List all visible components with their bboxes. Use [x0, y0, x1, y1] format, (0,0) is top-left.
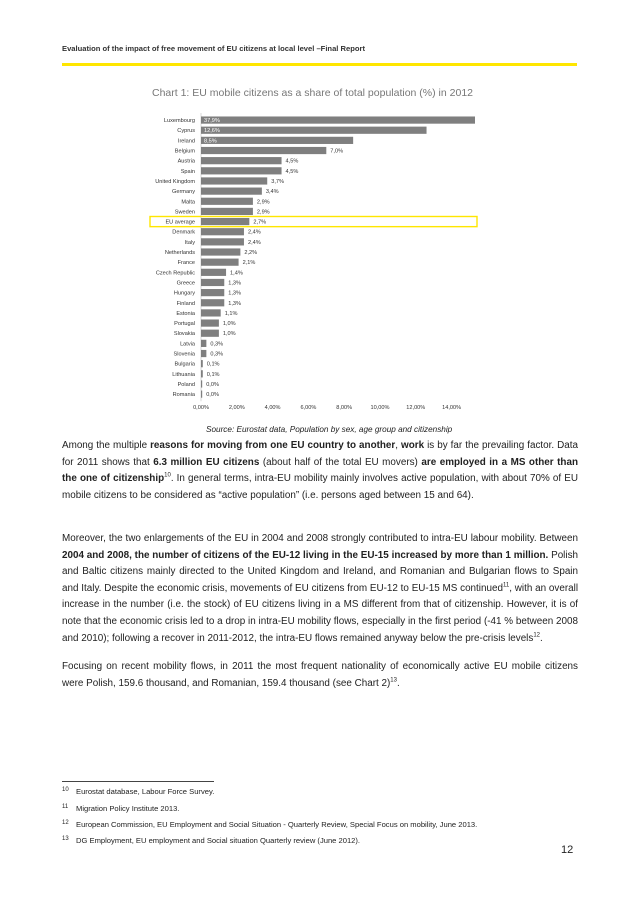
bar-romania [201, 391, 202, 398]
value-label-austria: 4,5% [285, 158, 299, 165]
category-label-malta: Malta [181, 199, 195, 206]
page-number: 12 [561, 844, 574, 856]
category-label-italy: Italy [184, 239, 195, 246]
footnote-13: 13 DG Employment, EU employment and Social situation Quarterly review (June 2012). [62, 836, 361, 845]
value-label-finland: 1,3% [228, 300, 242, 307]
value-label-ireland: 8,5% [204, 138, 217, 145]
chart-source: Source: Eurostat data, Population by sex, age group and citizenship [206, 425, 453, 434]
category-label-eu-average: EU average [165, 219, 195, 226]
value-label-germany: 3,4% [265, 189, 279, 196]
bar-czech-republic [201, 269, 226, 276]
value-label-spain: 4,5% [285, 168, 299, 175]
footnote-separator [62, 781, 214, 782]
category-label-slovenia: Slovenia [173, 351, 195, 358]
bar-slovenia [201, 350, 206, 357]
bar-lithuania [201, 370, 203, 377]
category-label-ireland: Ireland [177, 138, 195, 145]
bar-eu-average [201, 218, 249, 225]
bar-bulgaria [201, 360, 203, 367]
paragraph-1: Among the multiple reasons for moving from one EU country to another, work is by far the prevailing factor. Data for 2011 shows that 6.3 million EU citizens (about half of the total EU movers) are employed in a MS other than the one of citizenship$^{10}$. In general terms, intra-EU mobility mainly involves active population, with about 70% of EU mobile citizens to be considered as “active population” (i.e. persons aged between 15 and 64). [62, 440, 578, 501]
value-label-malta: 2,9% [256, 199, 270, 206]
value-label-united-kingdom: 3,7% [271, 178, 284, 185]
category-label-spain: Spain [180, 168, 195, 175]
category-label-cyprus: Cyprus [177, 128, 195, 135]
value-label-romania: 0,0% [206, 392, 219, 399]
value-label-france: 2,1% [242, 260, 256, 267]
bar-greece [201, 279, 224, 286]
x-tick-label-0: 0,00% [193, 405, 209, 411]
category-label-denmark: Denmark [172, 229, 195, 236]
footnote-11: 11 Migration Policy Institute 2013. [62, 804, 180, 813]
value-label-netherlands: 2,2% [244, 250, 258, 257]
value-label-sweden: 2,9% [256, 209, 270, 216]
bar-denmark [201, 228, 244, 235]
x-tick-label-4: 8,00% [336, 405, 353, 411]
value-label-italy: 2,4% [247, 239, 261, 246]
bar-germany [201, 188, 262, 195]
bar-latvia [201, 340, 206, 347]
value-label-luxembourg: 37,9% [204, 118, 220, 125]
x-tick-label-6: 12,00% [406, 405, 426, 411]
bar-italy [201, 238, 244, 245]
running-header: Evaluation of the impact of free movement of EU citizens at local level –Final Report [62, 44, 365, 53]
value-label-poland: 0,0% [206, 381, 219, 388]
bar-poland [201, 380, 202, 387]
bar-malta [201, 198, 253, 205]
category-label-sweden: Sweden [174, 209, 195, 216]
category-label-lithuania: Lithuania [172, 371, 195, 378]
category-label-portugal: Portugal [174, 321, 195, 328]
value-label-estonia: 1,1% [224, 310, 238, 317]
category-label-netherlands: Netherlands [164, 250, 195, 257]
bar-hungary [201, 289, 224, 296]
paragraph-2: Moreover, the two enlargements of the EU in 2004 and 2008 strongly contributed to intra-EU labour mobility. Between 2004 and 2008, the number of citizens of the EU-12 living in the EU-15 increased by more than 1 million. Polish and Baltic citizens mainly directed to the United Kingdom and Ireland, and Romanian and Bulgarian flows to Spain and Italy. Despite the economic crisis, movements of EU citizens from EU-12 to EU-15 MS continued$^{11}$, with an overall increase in the number (i.e. the stock) of EU citizens living in a MS different from that of citizenship. However, it is of note that the economic crisis led to a drop in intra-EU mobility flows, especially in the first period (-41 % between 2008 and 2010); following a recover in 2011-2012, the intra-EU flows remained anyway below the pre-crisis levels$^{12}$. [62, 533, 579, 644]
category-label-finland: Finland [176, 300, 195, 307]
value-label-eu-average: 2,7% [253, 219, 267, 226]
value-label-czech-republic: 1,4% [230, 270, 243, 277]
value-label-lithuania: 0,1% [206, 371, 220, 378]
value-label-bulgaria: 0,1% [206, 361, 220, 368]
category-label-greece: Greece [176, 280, 195, 287]
paragraph-3: Focusing on recent mobility flows, in 2011 the most frequent nationality of economically active EU mobile citizens were Polish, 159.6 thousand, and Romanian, 159.4 thousand (see Chart 2)$^{13}$. [62, 661, 578, 689]
x-tick-label-1: 2,00% [228, 405, 245, 411]
category-label-romania: Romania [172, 392, 195, 399]
category-label-czech-republic: Czech Republic [155, 270, 195, 277]
value-label-portugal: 1,0% [222, 321, 236, 328]
bar-austria [201, 157, 282, 164]
bar-ireland [201, 137, 353, 144]
value-label-slovakia: 1,0% [222, 331, 236, 338]
value-label-greece: 1,3% [228, 280, 242, 287]
category-label-latvia: Latvia [180, 341, 195, 348]
bar-sweden [201, 208, 253, 215]
value-label-latvia: 0,3% [210, 341, 224, 348]
bar-slovakia [201, 330, 219, 337]
bar-portugal [201, 319, 219, 326]
bar-chart [0, 0, 638, 425]
category-label-bulgaria: Bulgaria [174, 361, 195, 368]
category-label-france: France [177, 260, 195, 267]
eu-average-highlight [150, 217, 477, 227]
bar-france [201, 259, 239, 266]
x-tick-label-7: 14,00% [442, 405, 462, 411]
category-label-hungary: Hungary [173, 290, 195, 297]
x-tick-label-3: 6,00% [300, 405, 317, 411]
footnote-12: 12 European Commission, EU Employment and Social Situation - Quarterly Review, Special Focus on mobility, June 2013. [62, 820, 478, 829]
bar-united-kingdom [201, 177, 267, 184]
bar-belgium [201, 147, 326, 154]
x-tick-label-2: 4,00% [264, 405, 281, 411]
value-label-hungary: 1,3% [228, 290, 242, 297]
chart-title: Chart 1: EU mobile citizens as a share of total population (%) in 2012 [152, 87, 474, 99]
value-label-slovenia: 0,3% [210, 351, 224, 358]
category-label-austria: Austria [177, 158, 195, 165]
x-tick-label-5: 10,00% [370, 405, 390, 411]
value-label-cyprus: 12,6% [204, 128, 220, 135]
category-label-estonia: Estonia [176, 310, 195, 317]
bar-estonia [201, 309, 221, 316]
bar-cyprus [201, 127, 427, 134]
footnote-10: 10 Eurostat database, Labour Force Survey. [62, 787, 215, 796]
category-label-slovakia: Slovakia [173, 331, 195, 338]
value-label-denmark: 2,4% [247, 229, 261, 236]
category-label-poland: Poland [177, 381, 195, 388]
bar-luxembourg [201, 116, 475, 123]
bar-spain [201, 167, 282, 174]
category-label-united-kingdom: United Kingdom [155, 178, 195, 185]
value-label-belgium: 7,0% [330, 148, 344, 155]
bar-netherlands [201, 248, 240, 255]
category-label-belgium: Belgium [174, 148, 195, 155]
bar-finland [201, 299, 224, 306]
category-label-germany: Germany [171, 189, 195, 196]
category-label-luxembourg: Luxembourg [163, 118, 195, 125]
